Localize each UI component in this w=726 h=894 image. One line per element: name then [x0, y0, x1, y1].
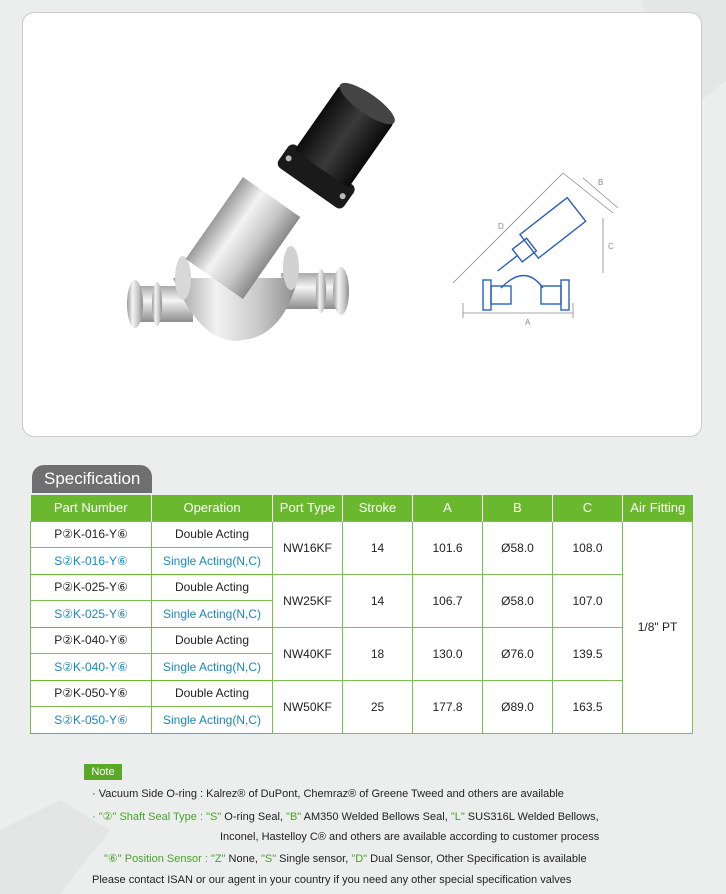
- table-header-row: [31, 495, 693, 521]
- operation-cell: Single Acting(N,C): [152, 654, 273, 681]
- dim-c-cell: 107.0: [553, 574, 623, 627]
- note-line-position-sensor: [104, 852, 587, 865]
- note-line-oring: · Vacuum Side O-ring : Kalrez® of DuPont, Chemraz® of Greene Tweed and others are available: [92, 788, 564, 800]
- specification-table: [30, 495, 693, 734]
- dim-a-cell: 106.7: [413, 574, 483, 627]
- table-row: [31, 680, 693, 707]
- stroke-cell: 18: [343, 627, 413, 680]
- product-image-card: [22, 12, 702, 437]
- note-line-materials: Inconel, Hastelloy C® and others are available according to customer process: [220, 831, 600, 843]
- dim-a-cell: 177.8: [413, 680, 483, 733]
- header-air-fitting: Air Fitting: [623, 495, 693, 521]
- code-z: "Z": [210, 853, 226, 865]
- text-bellows-seal: AM350 Welded Bellows Seal,: [301, 811, 451, 823]
- stroke-cell: 14: [343, 521, 413, 574]
- table-row: [31, 627, 693, 654]
- text-single-sensor: Single sensor,: [276, 853, 352, 865]
- header-c: C: [553, 495, 623, 521]
- operation-cell: Single Acting(N,C): [152, 601, 273, 628]
- part-number-cell: P②K-040-Y⑥: [31, 627, 152, 654]
- header-a: A: [413, 495, 483, 521]
- dim-b-cell: Ø89.0: [483, 680, 553, 733]
- stroke-cell: 14: [343, 574, 413, 627]
- text-none: None,: [225, 853, 261, 865]
- operation-cell: Double Acting: [152, 627, 273, 654]
- part-number-cell: P②K-016-Y⑥: [31, 521, 152, 548]
- specification-tab: Specification: [32, 465, 152, 493]
- dim-b-cell: Ø58.0: [483, 521, 553, 574]
- operation-cell: Double Acting: [152, 574, 273, 601]
- dim-b-cell: Ø58.0: [483, 574, 553, 627]
- header-b: B: [483, 495, 553, 521]
- table-row: [31, 521, 693, 548]
- shaft-seal-label: · "②" Shaft Seal Type :: [92, 811, 207, 823]
- header-part-number: Part Number: [31, 495, 152, 521]
- part-number-cell: S②K-040-Y⑥: [31, 654, 152, 681]
- part-number-cell: S②K-016-Y⑥: [31, 548, 152, 575]
- air-fitting-cell: 1/8" PT: [623, 521, 693, 733]
- text-oring-seal: O-ring Seal,: [221, 811, 287, 823]
- dim-c-cell: 108.0: [553, 521, 623, 574]
- dimension-label-d: D: [498, 222, 504, 231]
- part-number-cell: S②K-025-Y⑥: [31, 601, 152, 628]
- code-d: "D": [351, 853, 368, 865]
- note-line-contact: Please contact ISAN or our agent in your country if you need any other special specification valves: [92, 874, 572, 886]
- dimension-label-c: C: [608, 242, 614, 251]
- header-stroke: Stroke: [343, 495, 413, 521]
- code-l: "L": [450, 811, 465, 823]
- note-line-shaft-seal: [92, 810, 599, 823]
- dim-a-cell: 130.0: [413, 627, 483, 680]
- dim-b-cell: Ø76.0: [483, 627, 553, 680]
- code-b: "B": [286, 811, 302, 823]
- port-type-cell: NW40KF: [273, 627, 343, 680]
- dimension-label-b: B: [598, 178, 604, 187]
- table-row: [31, 574, 693, 601]
- technical-drawing: [443, 163, 633, 333]
- dim-c-cell: 139.5: [553, 627, 623, 680]
- note-badge: Note: [84, 764, 122, 780]
- header-port-type: Port Type: [273, 495, 343, 521]
- text-welded-bellows: SUS316L Welded Bellows,: [464, 811, 599, 823]
- dimension-label-a: A: [525, 318, 531, 327]
- dim-c-cell: 163.5: [553, 680, 623, 733]
- operation-cell: Single Acting(N,C): [152, 548, 273, 575]
- operation-cell: Double Acting: [152, 680, 273, 707]
- port-type-cell: NW25KF: [273, 574, 343, 627]
- port-type-cell: NW50KF: [273, 680, 343, 733]
- code-s: "S": [206, 811, 222, 823]
- text-dual-sensor: Dual Sensor, Other Specification is available: [367, 853, 587, 865]
- stroke-cell: 25: [343, 680, 413, 733]
- code-s-sensor: "S": [260, 853, 277, 865]
- valve-photo: [123, 78, 423, 368]
- position-sensor-label: "⑥" Position Sensor :: [104, 853, 211, 865]
- part-number-cell: P②K-050-Y⑥: [31, 680, 152, 707]
- port-type-cell: NW16KF: [273, 521, 343, 574]
- operation-cell: Double Acting: [152, 521, 273, 548]
- part-number-cell: P②K-025-Y⑥: [31, 574, 152, 601]
- operation-cell: Single Acting(N,C): [152, 707, 273, 734]
- part-number-cell: S②K-050-Y⑥: [31, 707, 152, 734]
- dim-a-cell: 101.6: [413, 521, 483, 574]
- header-operation: Operation: [152, 495, 273, 521]
